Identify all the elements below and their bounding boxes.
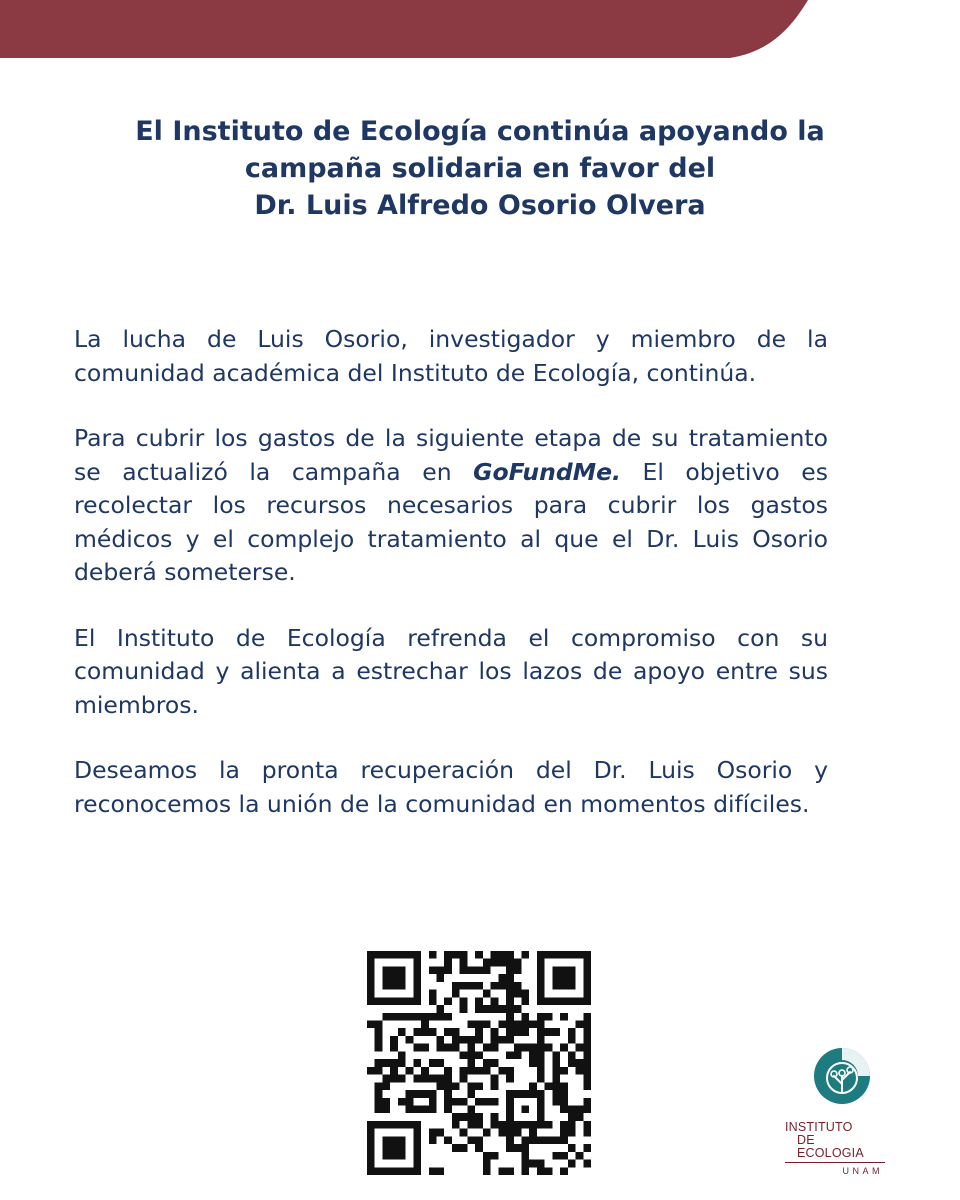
top-banner (0, 0, 960, 58)
ecology-logo-icon (812, 1046, 872, 1106)
paragraph-1: La lucha de Luis Osorio, investigador y miembro de la comunidad académica del Instituto de Ecología, continúa. (74, 325, 828, 387)
gofundme-text: GoFundMe. (473, 457, 621, 486)
qr-code[interactable] (367, 951, 591, 1175)
logo-line-3: UNAM (842, 1166, 883, 1176)
title-line-1: El Instituto de Ecología continúa apoyando la (135, 116, 825, 147)
logo-wordmark (785, 1121, 891, 1178)
logo-line-2: DE ECOLOGIA (785, 1134, 885, 1163)
title-line-2: campaña solidaria en favor del (244, 153, 716, 184)
title-line-3: Dr. Luis Alfredo Osorio Olvera (254, 190, 706, 221)
paragraph-2-start: Para cubrir los gastos de la siguiente etapa de su tratamiento se actualizó la campaña en (74, 424, 828, 486)
paragraph-3: El Instituto de Ecología refrenda el compromiso con su comunidad y alienta a estrechar los lazos de apoyo entre sus miembros. (74, 623, 828, 719)
article-body (74, 323, 828, 853)
page-title (60, 113, 900, 224)
paragraph-2-end: El objetivo es recolectar los recursos necesarios para cubrir los gastos médicos y el complejo tratamiento al que el Dr. Luis Osorio deberá someterse. (74, 457, 828, 586)
institute-logo (781, 1046, 891, 1176)
paragraph-4: Deseamos la pronta recuperación del Dr. Luis Osorio y reconocemos la unión de la comunidad en momentos difíciles. (74, 756, 828, 818)
logo-line-1: INSTITUTO (785, 1120, 853, 1134)
paragraph-2 (74, 422, 828, 590)
